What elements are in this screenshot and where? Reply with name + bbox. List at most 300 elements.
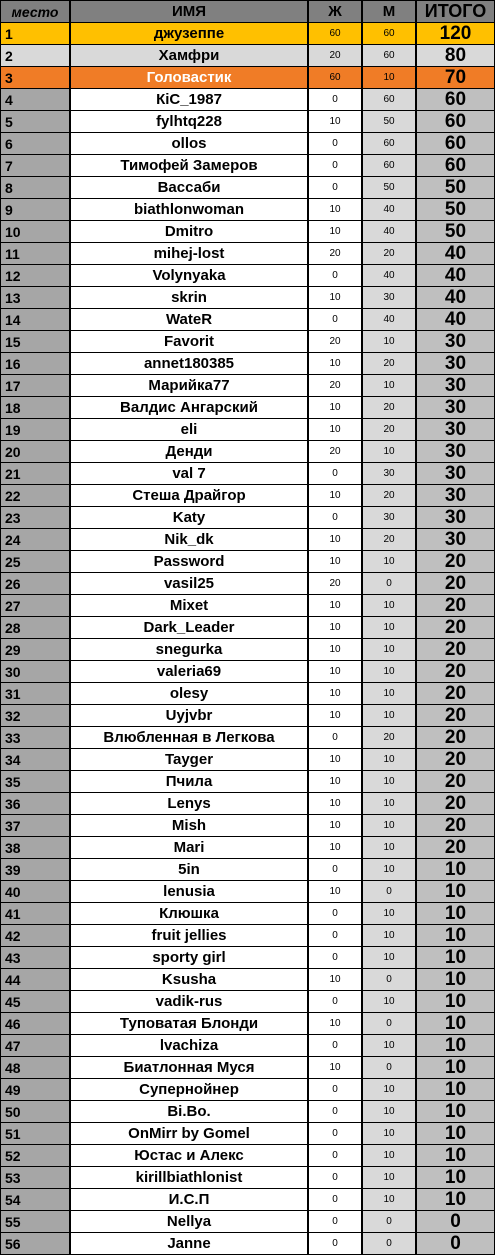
m-cell: 30 [363,287,415,308]
rank-cell: 5 [1,111,69,132]
m-cell: 20 [363,529,415,550]
total-cell: 30 [417,397,494,418]
rank-cell: 9 [1,199,69,220]
rank-cell: 41 [1,903,69,924]
m-cell: 50 [363,111,415,132]
total-cell: 20 [417,661,494,682]
name-cell: val 7 [71,463,307,484]
table-row [0,969,495,990]
total-cell: 10 [417,1167,494,1188]
w-cell: 0 [309,947,361,968]
total-cell: 30 [417,529,494,550]
w-cell: 10 [309,815,361,836]
total-cell: 10 [417,1057,494,1078]
total-cell: 60 [417,155,494,176]
rank-cell: 28 [1,617,69,638]
w-cell: 20 [309,243,361,264]
total-cell: 0 [417,1233,494,1254]
w-cell: 10 [309,661,361,682]
table-row [0,265,495,286]
table-row [0,353,495,374]
name-cell: Favorit [71,331,307,352]
total-cell: 10 [417,947,494,968]
total-cell: 0 [417,1211,494,1232]
table-row [0,639,495,660]
w-cell: 0 [309,991,361,1012]
m-cell: 10 [363,331,415,352]
table-row [0,881,495,902]
w-cell: 20 [309,331,361,352]
m-cell: 10 [363,441,415,462]
total-cell: 40 [417,265,494,286]
name-cell: джузеппе [71,23,307,44]
table-row [0,177,495,198]
m-cell: 10 [363,639,415,660]
table-row [0,133,495,154]
name-cell: Влюбленная в Легкова [71,727,307,748]
m-cell: 20 [363,243,415,264]
name-cell: lenusia [71,881,307,902]
rank-cell: 12 [1,265,69,286]
m-cell: 10 [363,991,415,1012]
total-cell: 10 [417,1145,494,1166]
w-cell: 0 [309,727,361,748]
w-cell: 10 [309,705,361,726]
w-cell: 60 [309,23,361,44]
total-cell: 40 [417,243,494,264]
m-cell: 10 [363,1145,415,1166]
w-cell: 10 [309,793,361,814]
m-cell: 60 [363,155,415,176]
total-cell: 80 [417,45,494,66]
rank-cell: 7 [1,155,69,176]
name-cell: Lenys [71,793,307,814]
name-cell: eli [71,419,307,440]
m-cell: 10 [363,661,415,682]
m-cell: 10 [363,837,415,858]
total-cell: 10 [417,1101,494,1122]
table-row [0,925,495,946]
name-cell: ollos [71,133,307,154]
name-cell: Валдис Ангарский [71,397,307,418]
name-cell: fruit jellies [71,925,307,946]
rank-cell: 10 [1,221,69,242]
table-row [0,1211,495,1232]
m-cell: 60 [363,23,415,44]
table-row [0,815,495,836]
m-cell: 30 [363,463,415,484]
rank-cell: 53 [1,1167,69,1188]
m-cell: 60 [363,45,415,66]
w-cell: 0 [309,1167,361,1188]
name-cell: Mixet [71,595,307,616]
name-cell: Mish [71,815,307,836]
m-cell: 10 [363,1035,415,1056]
name-cell: Bi.Bo. [71,1101,307,1122]
rank-cell: 18 [1,397,69,418]
name-cell: Ksusha [71,969,307,990]
m-cell: 10 [363,1123,415,1144]
w-cell: 0 [309,1123,361,1144]
name-cell: Mari [71,837,307,858]
rank-cell: 2 [1,45,69,66]
rank-cell: 27 [1,595,69,616]
rank-cell: 42 [1,925,69,946]
table-row [0,595,495,616]
m-cell: 10 [363,859,415,880]
name-cell: vadik-rus [71,991,307,1012]
total-cell: 10 [417,859,494,880]
rank-cell: 6 [1,133,69,154]
total-cell: 30 [417,441,494,462]
table-row [0,617,495,638]
w-cell: 0 [309,1035,361,1056]
table-row [0,1035,495,1056]
name-cell: kirillbiathlonist [71,1167,307,1188]
w-cell: 10 [309,551,361,572]
w-cell: 0 [309,177,361,198]
w-cell: 0 [309,1079,361,1100]
total-cell: 20 [417,639,494,660]
m-cell: 10 [363,903,415,924]
m-cell: 0 [363,1057,415,1078]
rank-cell: 3 [1,67,69,88]
w-cell: 10 [309,749,361,770]
rank-cell: 48 [1,1057,69,1078]
m-cell: 10 [363,551,415,572]
name-cell: Volynyaka [71,265,307,286]
total-cell: 30 [417,419,494,440]
total-cell: 20 [417,793,494,814]
table-row [0,221,495,242]
table-row [0,1079,495,1100]
table-row [0,67,495,88]
name-cell: mihej-lost [71,243,307,264]
rank-cell: 50 [1,1101,69,1122]
table-row [0,661,495,682]
total-cell: 20 [417,749,494,770]
rank-cell: 16 [1,353,69,374]
name-cell: Пчила [71,771,307,792]
w-cell: 10 [309,969,361,990]
rank-cell: 47 [1,1035,69,1056]
header-w: Ж [309,1,361,22]
table-row [0,991,495,1012]
m-cell: 40 [363,309,415,330]
name-cell: Dmitro [71,221,307,242]
w-cell: 0 [309,155,361,176]
w-cell: 0 [309,1189,361,1210]
table-row [0,1233,495,1254]
name-cell: valeria69 [71,661,307,682]
name-cell: Dark_Leader [71,617,307,638]
w-cell: 0 [309,1233,361,1254]
w-cell: 0 [309,89,361,110]
w-cell: 10 [309,529,361,550]
rank-cell: 29 [1,639,69,660]
w-cell: 10 [309,837,361,858]
name-cell: Туповатая Блонди [71,1013,307,1034]
total-cell: 20 [417,573,494,594]
table-row [0,199,495,220]
total-cell: 20 [417,771,494,792]
table-row [0,463,495,484]
name-cell: snegurka [71,639,307,660]
table-row [0,749,495,770]
name-cell: Katy [71,507,307,528]
w-cell: 20 [309,45,361,66]
table-row [0,837,495,858]
w-cell: 10 [309,199,361,220]
name-cell: annet180385 [71,353,307,374]
name-cell: Тимофей Замеров [71,155,307,176]
total-cell: 30 [417,463,494,484]
w-cell: 20 [309,441,361,462]
name-cell: Биатлонная Муся [71,1057,307,1078]
total-cell: 50 [417,177,494,198]
total-cell: 10 [417,903,494,924]
total-cell: 40 [417,309,494,330]
m-cell: 40 [363,265,415,286]
table-row [0,947,495,968]
rank-cell: 33 [1,727,69,748]
table-row [0,705,495,726]
rank-cell: 40 [1,881,69,902]
rank-cell: 31 [1,683,69,704]
m-cell: 0 [363,1013,415,1034]
header-m: М [363,1,415,22]
table-row [0,529,495,550]
w-cell: 10 [309,397,361,418]
table-row [0,485,495,506]
name-cell: Головастик [71,67,307,88]
total-cell: 20 [417,595,494,616]
w-cell: 10 [309,287,361,308]
total-cell: 10 [417,1123,494,1144]
name-cell: fylhtq228 [71,111,307,132]
m-cell: 10 [363,771,415,792]
w-cell: 10 [309,419,361,440]
w-cell: 0 [309,265,361,286]
table-row [0,1057,495,1078]
rank-cell: 44 [1,969,69,990]
rank-cell: 15 [1,331,69,352]
table-row [0,243,495,264]
m-cell: 10 [363,1079,415,1100]
m-cell: 40 [363,221,415,242]
rank-cell: 25 [1,551,69,572]
total-cell: 30 [417,507,494,528]
rank-cell: 32 [1,705,69,726]
m-cell: 10 [363,947,415,968]
w-cell: 0 [309,463,361,484]
total-cell: 10 [417,1013,494,1034]
w-cell: 0 [309,1211,361,1232]
total-cell: 10 [417,1079,494,1100]
table-row [0,727,495,748]
total-cell: 10 [417,991,494,1012]
name-cell: Клюшка [71,903,307,924]
m-cell: 20 [363,397,415,418]
rank-cell: 13 [1,287,69,308]
rank-cell: 24 [1,529,69,550]
m-cell: 10 [363,1189,415,1210]
table-row [0,23,495,44]
w-cell: 0 [309,859,361,880]
m-cell: 0 [363,969,415,990]
total-cell: 40 [417,287,494,308]
total-cell: 20 [417,837,494,858]
rank-cell: 22 [1,485,69,506]
m-cell: 60 [363,89,415,110]
total-cell: 20 [417,617,494,638]
rank-cell: 26 [1,573,69,594]
table-row [0,771,495,792]
header-name: ИМЯ [71,1,307,22]
w-cell: 10 [309,353,361,374]
rank-cell: 37 [1,815,69,836]
table-row [0,793,495,814]
table-row [0,507,495,528]
total-cell: 70 [417,67,494,88]
m-cell: 60 [363,133,415,154]
w-cell: 10 [309,881,361,902]
w-cell: 10 [309,485,361,506]
m-cell: 10 [363,705,415,726]
m-cell: 20 [363,485,415,506]
name-cell: Tayger [71,749,307,770]
total-cell: 30 [417,353,494,374]
w-cell: 0 [309,925,361,946]
name-cell: olesy [71,683,307,704]
name-cell: Марийка77 [71,375,307,396]
name-cell: КiC_1987 [71,89,307,110]
w-cell: 0 [309,507,361,528]
name-cell: 5in [71,859,307,880]
m-cell: 30 [363,507,415,528]
rank-cell: 38 [1,837,69,858]
name-cell: Хамфри [71,45,307,66]
m-cell: 10 [363,683,415,704]
name-cell: lvachiza [71,1035,307,1056]
name-cell: Password [71,551,307,572]
m-cell: 10 [363,1101,415,1122]
w-cell: 0 [309,1101,361,1122]
total-cell: 30 [417,485,494,506]
rank-cell: 56 [1,1233,69,1254]
w-cell: 0 [309,309,361,330]
table-row [0,45,495,66]
total-cell: 50 [417,221,494,242]
name-cell: И.С.П [71,1189,307,1210]
w-cell: 60 [309,67,361,88]
total-cell: 50 [417,199,494,220]
rank-cell: 46 [1,1013,69,1034]
table-row [0,859,495,880]
name-cell: vasil25 [71,573,307,594]
table-row [0,309,495,330]
m-cell: 10 [363,617,415,638]
table-row [0,155,495,176]
rank-cell: 11 [1,243,69,264]
m-cell: 10 [363,595,415,616]
rank-cell: 45 [1,991,69,1012]
name-cell: Стеша Драйгор [71,485,307,506]
header-rank: место [1,1,69,22]
rank-cell: 20 [1,441,69,462]
total-cell: 60 [417,133,494,154]
header-total: ИТОГО [417,1,494,22]
m-cell: 10 [363,1167,415,1188]
w-cell: 10 [309,595,361,616]
w-cell: 0 [309,133,361,154]
rank-cell: 52 [1,1145,69,1166]
total-cell: 20 [417,815,494,836]
rank-cell: 54 [1,1189,69,1210]
rank-cell: 4 [1,89,69,110]
rank-cell: 49 [1,1079,69,1100]
name-cell: OnMirr by Gomel [71,1123,307,1144]
table-row [0,111,495,132]
table-row [0,1101,495,1122]
table-row [0,903,495,924]
table-row [0,573,495,594]
name-cell: Janne [71,1233,307,1254]
m-cell: 0 [363,881,415,902]
total-cell: 10 [417,969,494,990]
name-cell: skrin [71,287,307,308]
name-cell: Супернойнер [71,1079,307,1100]
name-cell: Юстас и Алекс [71,1145,307,1166]
name-cell: Nellya [71,1211,307,1232]
rank-cell: 55 [1,1211,69,1232]
name-cell: Вассаби [71,177,307,198]
total-cell: 60 [417,111,494,132]
w-cell: 0 [309,1145,361,1166]
total-cell: 30 [417,331,494,352]
name-cell: sporty girl [71,947,307,968]
table-row [0,287,495,308]
rank-cell: 35 [1,771,69,792]
name-cell: Uyjvbr [71,705,307,726]
table-row [0,375,495,396]
table-row [0,551,495,572]
total-cell: 10 [417,925,494,946]
name-cell: Nik_dk [71,529,307,550]
w-cell: 0 [309,903,361,924]
m-cell: 10 [363,67,415,88]
w-cell: 10 [309,771,361,792]
header-row [0,1,495,22]
total-cell: 60 [417,89,494,110]
w-cell: 10 [309,111,361,132]
m-cell: 20 [363,727,415,748]
name-cell: Денди [71,441,307,462]
total-cell: 20 [417,551,494,572]
rank-cell: 14 [1,309,69,330]
m-cell: 0 [363,1211,415,1232]
rank-cell: 21 [1,463,69,484]
w-cell: 20 [309,573,361,594]
table-row [0,1123,495,1144]
total-cell: 30 [417,375,494,396]
total-cell: 20 [417,683,494,704]
table-row [0,419,495,440]
rank-cell: 34 [1,749,69,770]
total-cell: 20 [417,727,494,748]
rank-cell: 43 [1,947,69,968]
table-row [0,89,495,110]
